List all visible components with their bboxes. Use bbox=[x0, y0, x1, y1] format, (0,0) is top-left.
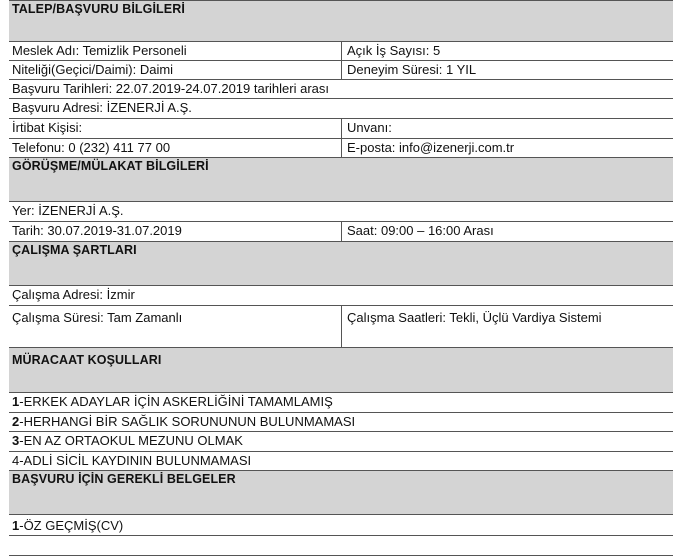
irtibat-kisisi: İrtibat Kişisi: bbox=[9, 119, 342, 138]
item-number: 1 bbox=[12, 394, 20, 409]
item-number: 1 bbox=[12, 518, 20, 533]
list-item bbox=[9, 393, 673, 413]
e-posta: E-posta: info@izenerji.com.tr bbox=[347, 140, 515, 155]
item-number: 2 bbox=[12, 414, 20, 429]
section-title: GÖRÜŞME/MÜLAKAT BİLGİLERİ bbox=[12, 159, 209, 173]
section-header-belgeler bbox=[9, 471, 673, 515]
list-item bbox=[9, 413, 673, 432]
gorusme-saati: Saat: 09:00 – 16:00 Arası bbox=[347, 223, 494, 238]
section-title: ÇALIŞMA ŞARTLARI bbox=[12, 243, 137, 257]
basvuru-adresi: Başvuru Adresi: İZENERJİ A.Ş. bbox=[12, 100, 192, 115]
table-row bbox=[9, 222, 673, 242]
section-header-talep bbox=[9, 0, 673, 42]
niteligi: Niteliği(Geçici/Daimi): Daimi bbox=[9, 61, 342, 79]
meslek-adi: Meslek Adı: Temizlik Personeli bbox=[9, 42, 342, 60]
telefon: Telefonu: 0 (232) 411 77 00 bbox=[9, 139, 342, 157]
table-row bbox=[9, 286, 673, 306]
item-text: -HERHANGİ BİR SAĞLIK SORUNUNUN BULUNMAMASI bbox=[19, 414, 356, 429]
unvani: Unvanı: bbox=[347, 120, 392, 135]
item-number: 3 bbox=[12, 433, 20, 448]
gorusme-tarihi: Tarih: 30.07.2019-31.07.2019 bbox=[9, 222, 342, 241]
section-title: TALEP/BAŞVURU BİLGİLERİ bbox=[12, 2, 185, 16]
basvuru-tarihleri: Başvuru Tarihleri: 22.07.2019-24.07.2019 tarihleri arası bbox=[12, 81, 330, 96]
list-item bbox=[9, 452, 673, 471]
calisma-saatleri: Çalışma Saatleri: Tekli, Üçlü Vardiya Sistemi bbox=[347, 310, 602, 325]
item-text: -ERKEK ADAYLAR İÇİN ASKERLİĞİNİ TAMAMLAMIŞ bbox=[19, 394, 333, 409]
list-item bbox=[9, 432, 673, 452]
table-row bbox=[9, 139, 673, 158]
table-row bbox=[9, 99, 673, 119]
table-row bbox=[9, 80, 673, 99]
table-row bbox=[9, 42, 673, 61]
gorusme-yeri: Yer: İZENERJİ A.Ş. bbox=[12, 203, 124, 218]
item-text: -ÖZ GEÇMİŞ(CV) bbox=[19, 518, 124, 533]
section-header-muracaat bbox=[9, 348, 673, 393]
item-text: -EN AZ ORTAOKUL MEZUNU OLMAK bbox=[19, 433, 243, 448]
calisma-suresi: Çalışma Süresi: Tam Zamanlı bbox=[9, 306, 342, 347]
section-header-calisma bbox=[9, 242, 673, 286]
item-text: 4-ADLİ SİCİL KAYDININ BULUNMAMASI bbox=[12, 453, 252, 468]
section-header-gorusme bbox=[9, 158, 673, 202]
table-row-empty bbox=[9, 536, 673, 556]
calisma-adresi: Çalışma Adresi: İzmir bbox=[12, 287, 135, 302]
section-title: BAŞVURU İÇİN GEREKLİ BELGELER bbox=[12, 472, 236, 486]
table-row bbox=[9, 119, 673, 139]
table-row bbox=[9, 61, 673, 80]
table-row bbox=[9, 306, 673, 348]
list-item bbox=[9, 515, 673, 536]
acik-is-sayisi: Açık İş Sayısı: 5 bbox=[347, 43, 441, 58]
table-row bbox=[9, 202, 673, 222]
section-title: MÜRACAAT KOŞULLARI bbox=[12, 353, 162, 367]
deneyim-suresi: Deneyim Süresi: 1 YIL bbox=[347, 62, 477, 77]
